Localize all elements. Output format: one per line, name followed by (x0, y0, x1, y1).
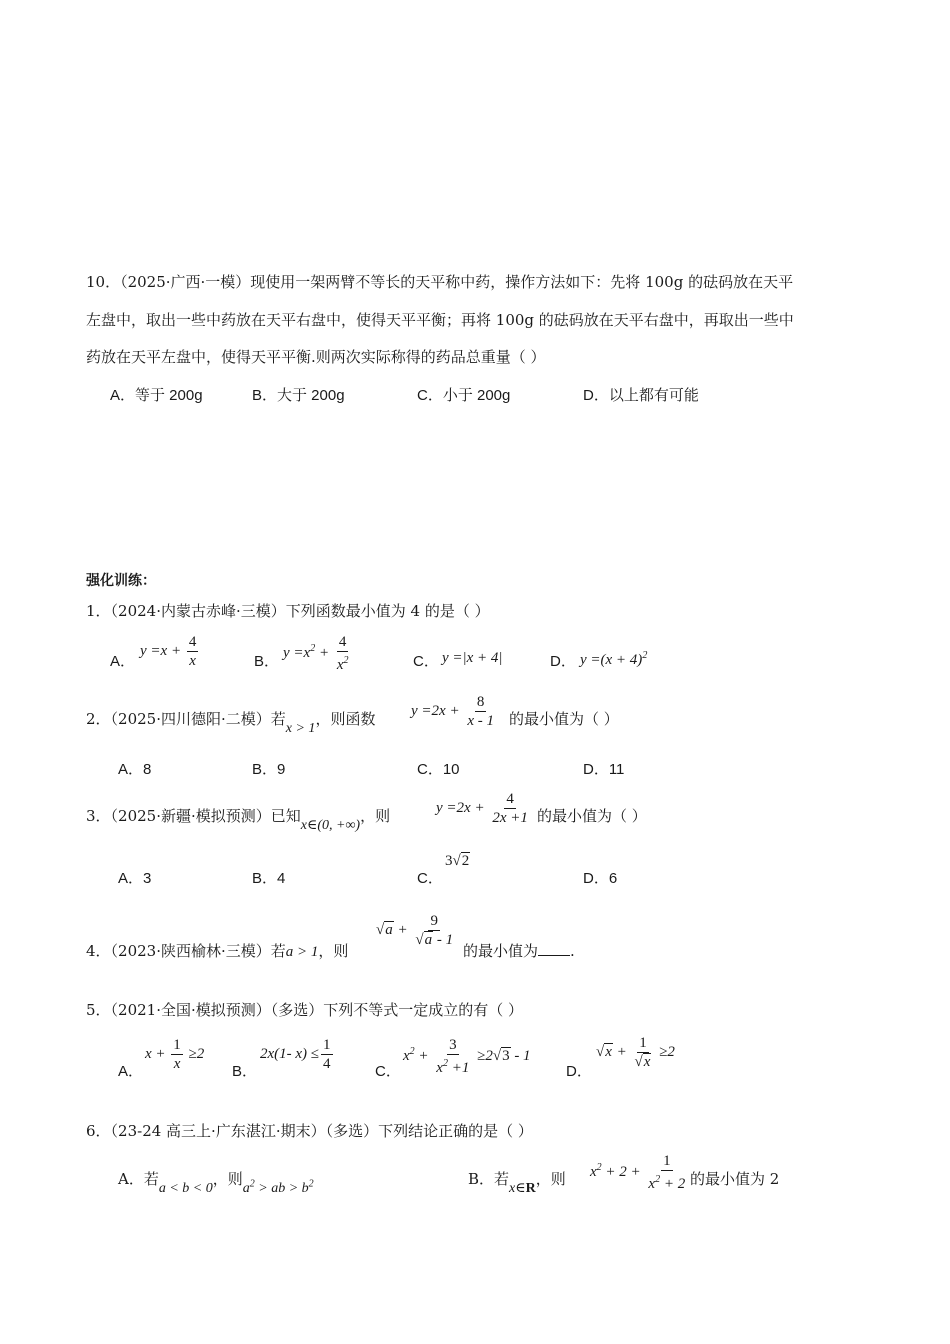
q3-option-b: B．4 (252, 870, 286, 887)
q5-option-c-formula: $x^2$ + $\frac{3}{x^2 +1}$ ≥2√3 - 1 (403, 1037, 531, 1076)
q3-option-d: D．6 (583, 870, 618, 887)
q10-option-d: D．以上都有可能 (583, 387, 699, 404)
q4-mid: ，则 (318, 942, 349, 960)
q5-option-a-formula: x + $\frac{1}{x}$ ≥2 (145, 1037, 205, 1072)
q5-option-b-formula: 2x(1- x) ≤ $\frac{1}{4}$ (260, 1037, 331, 1072)
q2-mid: ，则函数 (315, 710, 376, 728)
q3-formula: y =2x + $\frac{4}{2x +1}$ (436, 791, 528, 826)
q6-stem: 6．（23-24 高三上·广东湛江·期末）（多选）下列结论正确的是（ ） (86, 1122, 533, 1140)
q4-prefix: 4．（2023·陕西榆林·三模）若 (86, 942, 286, 960)
q10-option-a: A．等于 200g (110, 387, 203, 404)
q4-suffix (463, 940, 575, 961)
q6-option-a-cond: a < b < 0 (158, 1181, 213, 1196)
q6-option-a-mid: ，则 (212, 1170, 243, 1188)
q5-option-c-label: C． (375, 1063, 401, 1080)
q4-condition: a > 1 (285, 944, 319, 960)
q6-option-b-prefix: B．若 (468, 1170, 510, 1188)
q4-end: . (570, 942, 575, 960)
q5-stem: 5．（2021·全国·模拟预测）（多选）下列不等式一定成立的有（ ） (86, 1001, 524, 1019)
q6-option-a-formula: $a^2$ > ab > $b^2$ (242, 1178, 314, 1196)
q1-option-b-label: B． (254, 653, 280, 670)
q1-option-d-formula: $y =(x + 4)^2$ (580, 650, 648, 668)
q2-prefix: 2．（2025·四川德阳·二模）若 (86, 710, 286, 728)
q10-line-1: 10．（2025·广西·一模）现使用一架两臂不等长的天平称中药，操作方法如下：先将 100g 的砝码放在天平 (86, 273, 794, 291)
q3-prefix: 3．（2025·新疆·模拟预测）已知 (86, 807, 301, 825)
q6-option-b-mid: ，则 (535, 1170, 566, 1188)
q2-option-c: C．10 (417, 761, 460, 778)
q6-option-b (468, 1168, 566, 1196)
q10-line-2: 左盘中，取出一些中药放在天平右盘中，使得天平平衡；再将 100g 的砝码放在天平右盘中，再取出一些中 (86, 311, 794, 329)
q2-condition: x > 1 (285, 721, 316, 736)
q5-option-d-formula: √x + $\frac{1}{√x}$ ≥2 (596, 1035, 675, 1070)
q5-option-d-label: D． (566, 1063, 592, 1080)
q3-condition: x∈(0, +∞) (300, 818, 361, 833)
q3-mid: ，则 (360, 807, 391, 825)
q1-option-a-label: A． (110, 653, 136, 670)
q6-option-b-formula: $x^2 + 2$ + $\frac{1}{x^2 + 2}$ (590, 1153, 686, 1192)
q1-option-a-formula: y =x + $\frac{4}{x}$ (140, 634, 197, 669)
q3-suffix: 的最小值为（ ） (537, 807, 647, 825)
q3-option-c-label: C． (417, 870, 443, 887)
q1-option-c-formula: y =|x + 4| (442, 650, 503, 666)
q10-option-c: C．小于 200g (417, 387, 511, 404)
q6-option-a (118, 1168, 314, 1196)
q4-formula: √a + $\frac{9}{√a - 1}$ (376, 913, 454, 948)
q2-option-d: D．11 (583, 761, 625, 778)
q5-option-a-label: A． (118, 1063, 144, 1080)
q6-option-b-suffix: 的最小值为 2 (690, 1170, 780, 1188)
q4-stem (86, 940, 348, 961)
q10-option-b: B．大于 200g (252, 387, 345, 404)
q5-option-b-label: B． (232, 1063, 258, 1080)
q3-option-c-formula: 3√2 (445, 853, 470, 869)
q4-answer-blank[interactable] (538, 941, 570, 956)
q1-option-d-label: D． (550, 653, 576, 670)
q3-stem (86, 805, 391, 833)
q4-suffix-text: 的最小值为 (463, 942, 539, 960)
q1-option-c-label: C． (413, 653, 439, 670)
q6-option-a-prefix: A．若 (118, 1170, 159, 1188)
q10-line-3: 药放在天平左盘中，使得天平平衡.则两次实际称得的药品总重量（ ） (86, 348, 546, 366)
q1-option-b-formula: $y =x^2$ + $\frac{4}{x^2}$ (283, 634, 349, 673)
q2-formula: y =2x + $\frac{8}{x - 1}$ (411, 694, 494, 729)
section-title: 强化训练： (86, 573, 156, 589)
q3-option-a: A．3 (118, 870, 152, 887)
q2-option-a: A．8 (118, 761, 152, 778)
q1-stem: 1．（2024·内蒙古赤峰·三模）下列函数最小值为 4 的是（ ） (86, 602, 490, 620)
q2-option-b: B．9 (252, 761, 286, 778)
q6-option-b-cond: x∈R (509, 1181, 536, 1196)
q2-suffix: 的最小值为（ ） (509, 710, 619, 728)
q2-stem (86, 708, 376, 736)
